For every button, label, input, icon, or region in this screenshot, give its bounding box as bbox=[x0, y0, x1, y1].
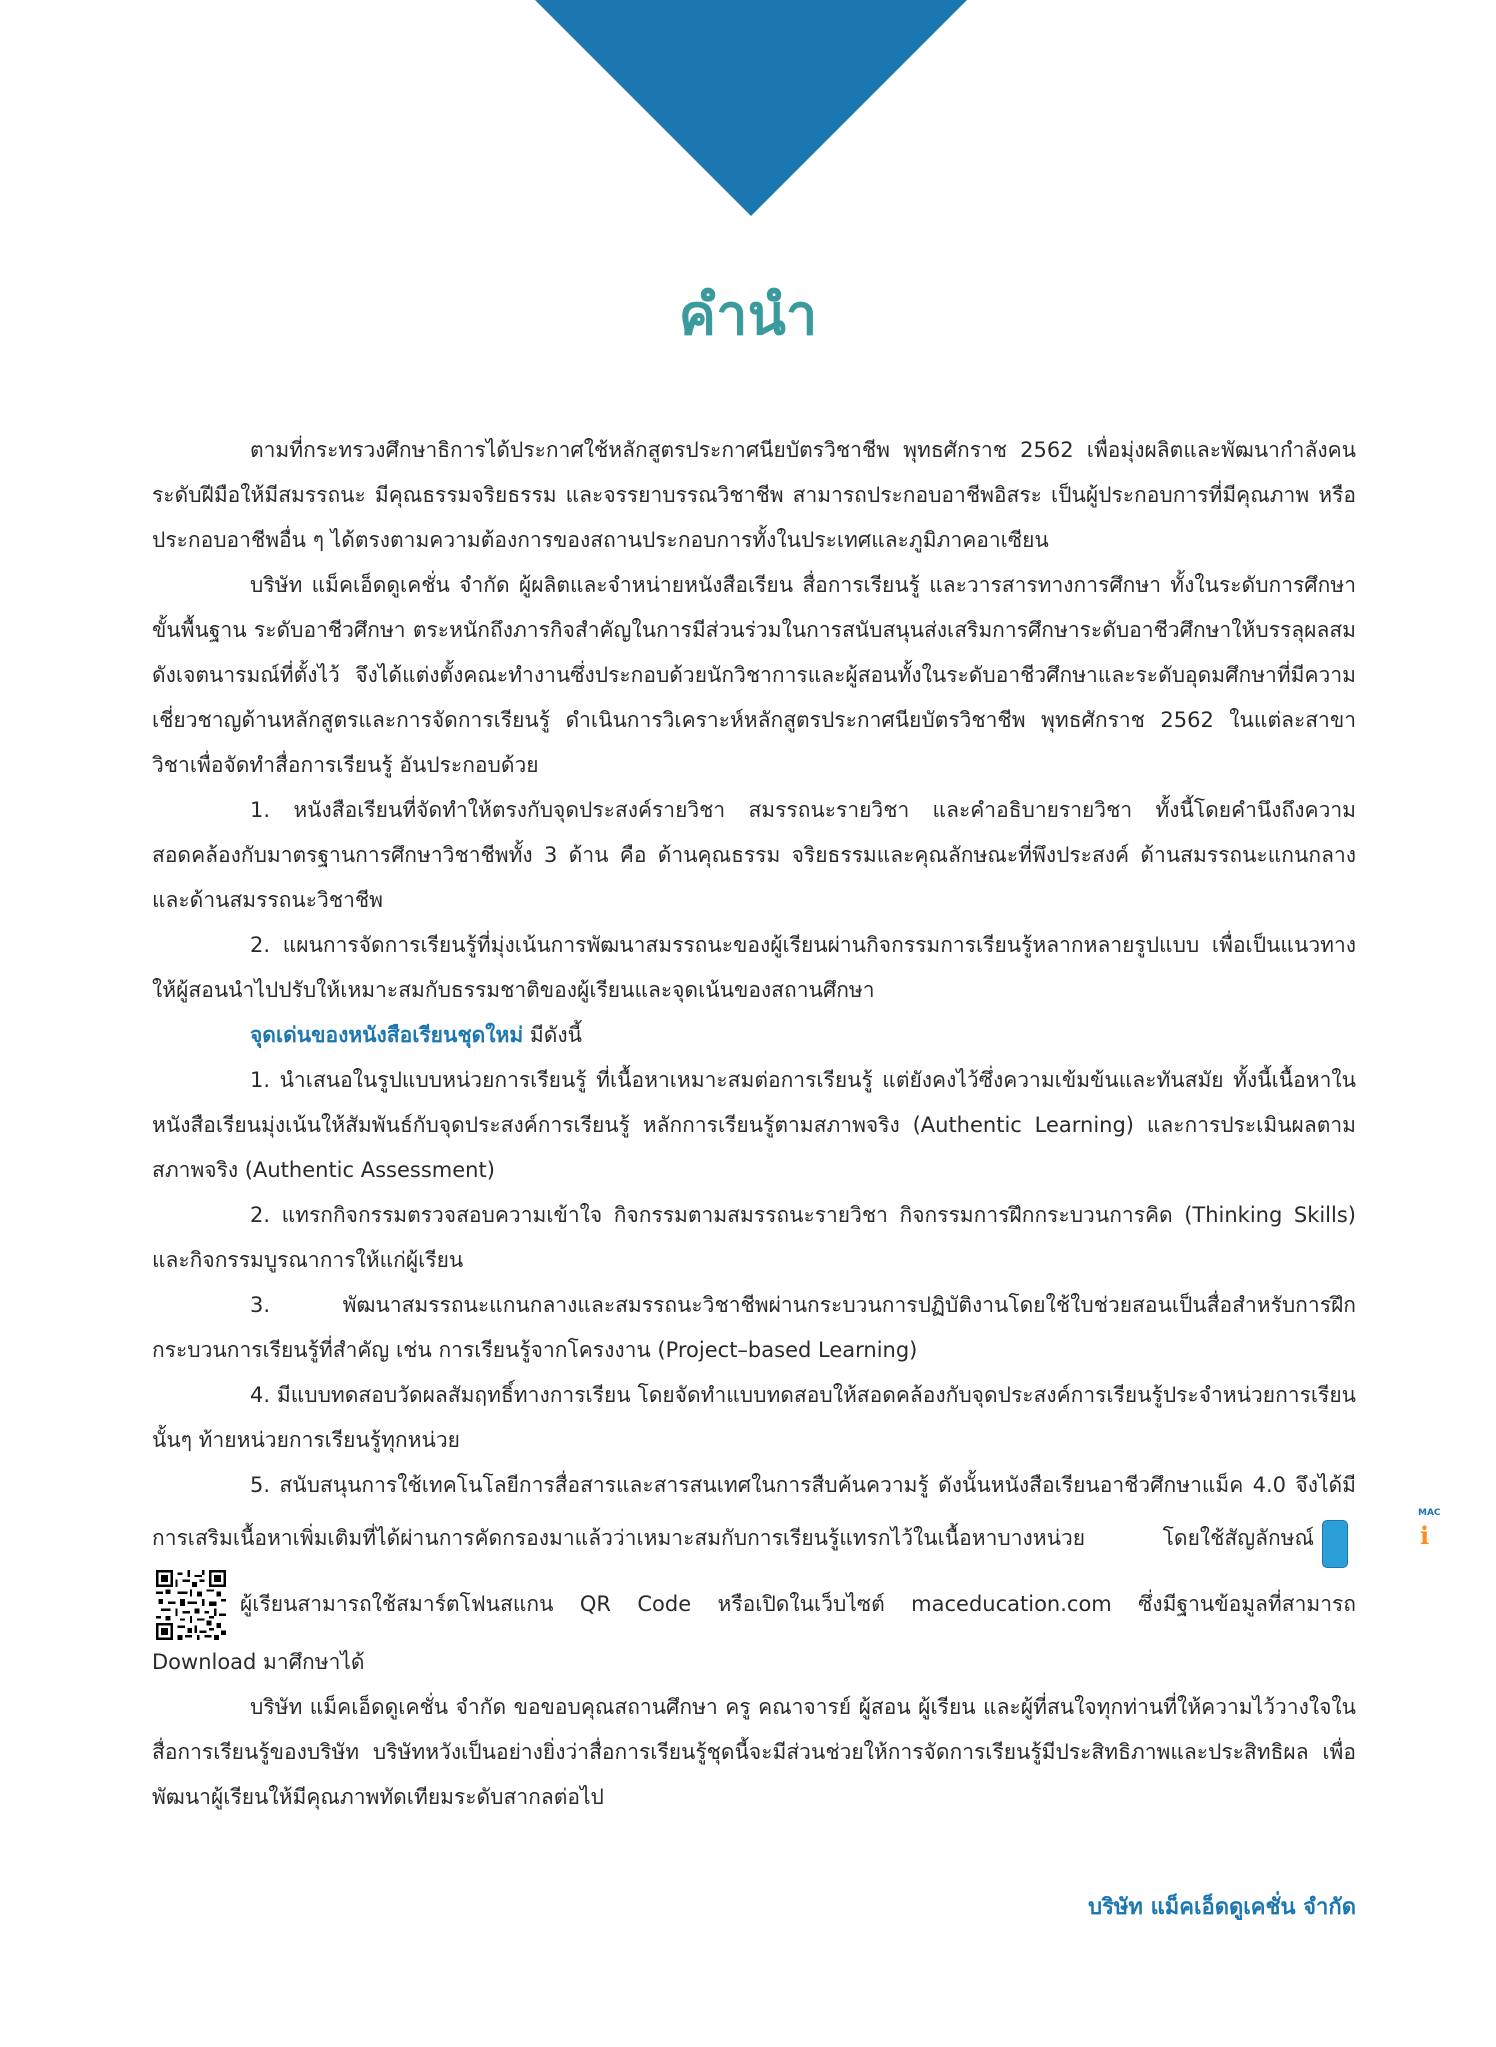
header-triangle-decoration bbox=[535, 0, 967, 216]
page-title: คำนำ bbox=[678, 283, 818, 348]
foreword-body bbox=[152, 428, 1441, 1820]
mac-ilink-top-label: MAC bbox=[1418, 1508, 1441, 1518]
mac-ilink-i-letter: i bbox=[1420, 1521, 1430, 1550]
highlights-title: จุดเด่นของหนังสือเรียนชุดใหม่ bbox=[250, 1023, 524, 1047]
paragraph-thanks: บริษัท แม็คเอ็ดดูเคชั่น จำกัด ขอขอบคุณสถานศึกษา ครู คณาจารย์ ผู้สอน ผู้เรียน และผู้ที่สนใจทุกท่านที่ให้ความไว้วางใจในสื่อการเรียนรู้ของบริษัท บริษัทหวังเป็นอย่างยิ่งว่าสื่อการเรียนรู้ชุดนี้จะมีส่วนช่วยให้การจัดการเรียนรู้มีประสิทธิภาพและประสิทธิผล เพื่อพัฒนาผู้เรียนให้มีคุณภาพทัดเทียมระดับสากลต่อไป bbox=[152, 1695, 1356, 1809]
qr-code-icon bbox=[156, 1570, 226, 1640]
highlight-item-1: 1. นำเสนอในรูปแบบหน่วยการเรียนรู้ ที่เนื้อหาเหมาะสมต่อการเรียนรู้ แต่ยังคงไว้ซึ่งความเข้มข้นและทันสมัย ทั้งนี้เนื้อหาในหนังสือเรียนมุ่งเน้นให้สัมพันธ์กับจุดประสงค์การเรียนรู้ หลักการเรียนรู้ตามสภาพจริง (Authentic Learning) และการประเมินผลตามสภาพจริง (Authentic Assessment) bbox=[152, 1068, 1356, 1182]
highlight-item-5 bbox=[152, 1463, 1441, 1685]
company-signature: บริษัท แม็คเอ็ดดูเคชั่น จำกัด bbox=[1088, 1895, 1356, 1920]
mac-ilink-icon bbox=[1320, 1508, 1441, 1570]
highlights-heading bbox=[152, 1013, 1356, 1058]
paragraph-item-1: 1. หนังสือเรียนที่จัดทำให้ตรงกับจุดประสงค์รายวิชา สมรรถนะรายวิชา และคำอธิบายรายวิชา ทั้งนี้โดยคำนึงถึงความสอดคล้องกับมาตรฐานการศึกษาวิชาชีพทั้ง 3 ด้าน คือ ด้านคุณธรรม จริยธรรมและคุณลักษณะที่พึงประสงค์ ด้านสมรรถนะแกนกลาง และด้านสมรรถนะวิชาชีพ bbox=[152, 798, 1356, 912]
highlight-item-4: 4. มีแบบทดสอบวัดผลสัมฤทธิ์ทางการเรียน โดยจัดทำแบบทดสอบให้สอดคล้องกับจุดประสงค์การเรียนรู้ประจำหน่วยการเรียนนั้นๆ ท้ายหน่วยการเรียนรู้ทุกหน่วย bbox=[152, 1383, 1356, 1452]
highlight-item-5-text-b: ผู้เรียนสามารถใช้สมาร์ตโฟนสแกน QR Code หรือเปิดในเว็บไซต์ maceducation.com ซึ่งมีฐานข้อมูลที่สามารถ Download มาศึกษาได้ bbox=[152, 1592, 1356, 1674]
highlights-suffix: มีดังนี้ bbox=[523, 1023, 582, 1047]
paragraph-intro: ตามที่กระทรวงศึกษาธิการได้ประกาศใช้หลักสูตรประกาศนียบัตรวิชาชีพ พุทธศักราช 2562 เพื่อมุ่งผลิตและพัฒนากำลังคนระดับฝีมือให้มีสมรรถนะ มีคุณธรรมจริยธรรม และจรรยาบรรณวิชาชีพ สามารถประกอบอาชีพอิสระ เป็นผู้ประกอบการที่มีคุณภาพ หรือประกอบอาชีพอื่น ๆ ได้ตรงตามความต้องการของสถานประกอบการทั้งในประเทศและภูมิภาคอาเซียน bbox=[152, 438, 1356, 552]
paragraph-item-2: 2. แผนการจัดการเรียนรู้ที่มุ่งเน้นการพัฒนาสมรรถนะของผู้เรียนผ่านกิจกรรมการเรียนรู้หลากหลายรูปแบบ เพื่อเป็นแนวทางให้ผู้สอนนำไปปรับให้เหมาะสมกับธรรมชาติของผู้เรียนและจุดเน้นของสถานศึกษา bbox=[152, 933, 1356, 1002]
paragraph-company: บริษัท แม็คเอ็ดดูเคชั่น จำกัด ผู้ผลิตและจำหน่ายหนังสือเรียน สื่อการเรียนรู้ และวารสารทางการศึกษา ทั้งในระดับการศึกษาขั้นพื้นฐาน ระดับอาชีวศึกษา ตระหนักถึงภารกิจสำคัญในการมีส่วนร่วมในการสนับสนุนส่งเสริมการศึกษาระดับอาชีวศึกษาให้บรรลุผลสมดังเจตนารมณ์ที่ตั้งไว้ จึงได้แต่งตั้งคณะทำงานซึ่งประกอบด้วยนักวิชาการและผู้สอนทั้งในระดับอาชีวศึกษาและระดับอุดมศึกษาที่มีความเชี่ยวชาญด้านหลักสูตรและการจัดการเรียนรู้ ดำเนินการวิเคราะห์หลักสูตรประกาศนียบัตรวิชาชีพ พุทธศักราช 2562 ในแต่ละสาขาวิชาเพื่อจัดทำสื่อการเรียนรู้ อันประกอบด้วย bbox=[152, 573, 1356, 777]
highlight-item-2: 2. แทรกกิจกรรมตรวจสอบความเข้าใจ กิจกรรมตามสมรรถนะรายวิชา กิจกรรมการฝึกกระบวนการคิด (Thinking Skills) และกิจกรรมบูรณาการให้แก่ผู้เรียน bbox=[152, 1203, 1356, 1272]
highlight-item-3: 3. พัฒนาสมรรถนะแกนกลางและสมรรถนะวิชาชีพผ่านกระบวนการปฏิบัติงานโดยใช้ใบช่วยสอนเป็นสื่อสำหรับการฝึกกระบวนการเรียนรู้ที่สำคัญ เช่น การเรียนรู้จากโครงงาน (Project–based Learning) bbox=[152, 1293, 1356, 1362]
highlight-item-5-text-a: 5. สนับสนุนการใช้เทคโนโลยีการสื่อสารและสารสนเทศในการสืบค้นความรู้ ดังนั้นหนังสือเรียนอาชีวศึกษาแม็ค 4.0 จึงได้มีการเสริมเนื้อหาเพิ่มเติมที่ได้ผ่านการคัดกรองมาแล้วว่าเหมาะสมกับการเรียนรู้แทรกไว้ในเนื้อหาบางหน่วย โดยใช้สัญลักษณ์ bbox=[152, 1473, 1356, 1550]
mac-ilink-bottom-label: Link bbox=[1420, 1552, 1439, 1561]
